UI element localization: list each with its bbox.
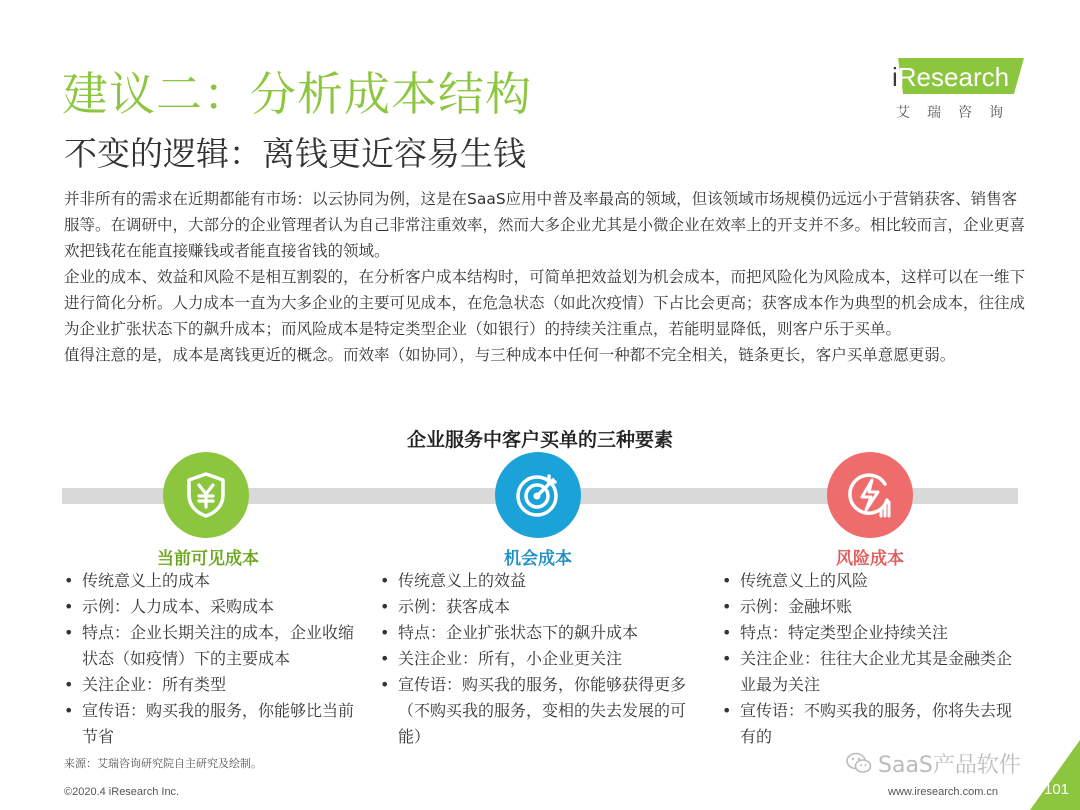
risk-cost-title: 风险成本 xyxy=(836,549,904,569)
visible-cost-title: 当前可见成本 xyxy=(157,549,259,569)
list-item: • 宣传语：不购买我的服务，你将失去现有的 xyxy=(720,698,1024,750)
list-item: • 关注企业：所有，小企业更关注 xyxy=(378,646,694,672)
opportunity-cost-circle xyxy=(495,452,581,538)
visible-cost-list xyxy=(62,568,358,750)
list-item: • 关注企业：往往大企业尤其是金融类企业最为关注 xyxy=(720,646,1024,698)
wechat-watermark: SaaS产品软件 xyxy=(846,748,1021,780)
risk-cost-list xyxy=(720,568,1024,750)
opportunity-cost-title: 机会成本 xyxy=(504,549,572,569)
body-paragraph: 企业的成本、效益和风险不是相互割裂的，在分析客户成本结构时，可简单把效益划为机会成本，而把风险化为风险成本，这样可以在一维下进行简化分析。人力成本一直为大多企业的主要可见成本，在危急状态（如此次疫情）下占比会更高；获客成本作为典型的机会成本，往往成为企业扩张状态下的飙升成本；而风险成本是特定类型企业（如银行）的持续关注重点，若能明显降低，则客户乐于买单。 xyxy=(64,268,1026,338)
list-item: • 特点：企业长期关注的成本，企业收缩状态（如疫情）下的主要成本 xyxy=(62,620,358,672)
list-item: • 示例：金融坏账 xyxy=(720,594,1024,620)
copyright: ©2020.4 iResearch Inc. xyxy=(64,786,180,798)
diagram-title: 企业服务中客户买单的三种要素 xyxy=(406,429,673,451)
list-item: • 宣传语：购买我的服务，你能够获得更多（不购买我的服务，变相的失去发展的可能） xyxy=(378,672,694,750)
page-subtitle: 不变的逻辑：离钱更近容易生钱 xyxy=(64,134,526,173)
list-item: • 传统意义上的效益 xyxy=(378,568,694,594)
page-corner-decoration xyxy=(1030,740,1080,810)
lightning-risk-icon xyxy=(845,470,895,520)
body-paragraph: 并非所有的需求在近期都能有市场：以云协同为例，这是在SaaS应用中普及率最高的领域，但该领域市场规模仍远远小于营销获客、销售客服等。在调研中，大部分的企业管理者认为自己非常注重效率，然而大多企业尤其是小微企业在效率上的开支并不多。相比较而言，企业更喜欢把钱花在能直接赚钱或者能直接省钱的领域。 xyxy=(64,190,1026,260)
wechat-icon xyxy=(846,752,872,780)
visible-cost-circle xyxy=(163,452,249,538)
website-link[interactable]: www.iresearch.com.cn xyxy=(888,786,999,798)
list-item: • 宣传语：购买我的服务，你能够比当前节省 xyxy=(62,698,358,750)
list-item: • 示例：人力成本、采购成本 xyxy=(62,594,358,620)
target-icon xyxy=(513,470,563,520)
risk-cost-circle xyxy=(827,452,913,538)
yen-shield-icon xyxy=(181,470,231,520)
body-text xyxy=(64,186,1030,368)
iresearch-logo xyxy=(888,58,1028,128)
body-paragraph: 值得注意的是，成本是离钱更近的概念。而效率（如协同），与三种成本中任何一种都不完全相关，链条更长，客户买单意愿更弱。 xyxy=(64,346,956,364)
logo-chinese-name: 艾瑞咨询 xyxy=(896,105,1020,121)
opportunity-cost-list xyxy=(378,568,694,750)
list-item: • 特点：特定类型企业持续关注 xyxy=(720,620,1024,646)
logo-wordmark: iResearch xyxy=(892,62,1010,92)
list-item: • 传统意义上的风险 xyxy=(720,568,1024,594)
list-item: • 示例：获客成本 xyxy=(378,594,694,620)
list-item: • 特点：企业扩张状态下的飙升成本 xyxy=(378,620,694,646)
page-number: 101 xyxy=(1044,781,1070,798)
list-item: • 关注企业：所有类型 xyxy=(62,672,358,698)
page-title: 建议二：分析成本结构 xyxy=(62,67,532,121)
list-item: • 传统意义上的成本 xyxy=(62,568,358,594)
source-note: 来源：艾瑞咨询研究院自主研究及绘制。 xyxy=(64,757,262,770)
